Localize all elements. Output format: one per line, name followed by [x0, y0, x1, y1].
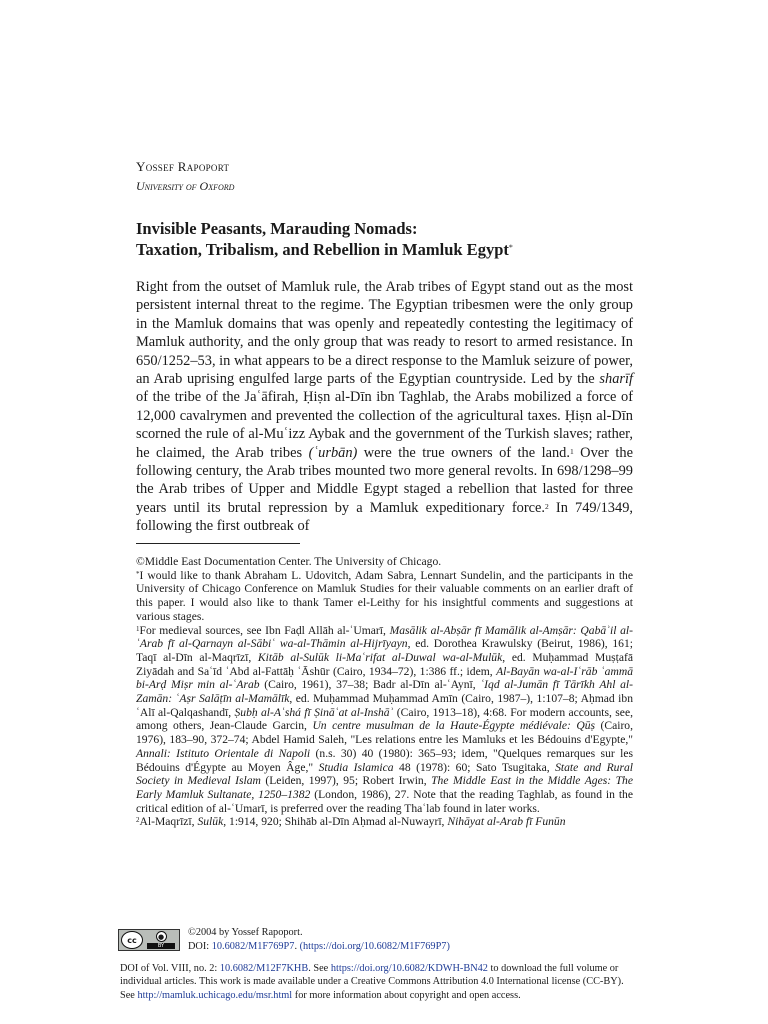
- doi-prefix: DOI:: [188, 940, 212, 952]
- text-run: were the true owners of the land.: [357, 444, 570, 461]
- text-run: , 1:914, 920; Shihāb al-Dīn Aḥmad al-Nuwayrī,: [223, 815, 448, 829]
- italic-title: Ṣubḥ al-Aʿshá fī Ṣināʿat al-Inshāʾ: [234, 705, 394, 719]
- italic-title: Annali: Istituto Orientale di Napoli: [136, 746, 311, 760]
- text-run: to download the full volume or individual articles. This work is made available under a Creative Commons Attribution 4.0 International license (CC-BY). See: [120, 963, 624, 1001]
- text-run: of the tribe of the Jaʿāfirah, Ḥiṣn al-Dīn ibn Taghlab, the Arabs mobilized a force of 12,000 cavalrymen and prevented the collection of the agricultural taxes. Ḥiṣn al-Dīn scorned the rule of al-Muʿizz Aybak and the government of the Turkish slaves; rather, he claimed, the Arab tribes: [136, 389, 633, 461]
- copyright-note: ©Middle East Documentation Center. The University of Chicago.: [136, 555, 442, 568]
- site-link[interactable]: http://mamluk.uchicago.edu/msr.html: [137, 989, 293, 1001]
- italic-title: Masālik al-Abṣār fī Mamālik al-Amṣār: Qabāʾil al-ʿArab fī al-Qarnayn al-Sābiʿ wa-al-Thāmin al-Hijrīyayn: [136, 623, 634, 651]
- title-footnote-marker: *: [508, 243, 513, 252]
- author-affiliation: University of Oxford: [136, 179, 235, 193]
- italic-title: Nihāyat al-Arab fī Funūn: [447, 815, 566, 829]
- footnotes: [136, 555, 633, 829]
- text-run: (n.s. 30) 40 (1980): 365–93; idem, "Quelques remarques sur les Bédouins d'Égypte au Moyen Âge,": [136, 746, 633, 774]
- text-run: , ed. Muḥammad Muḥammad Amīn (Cairo, 1987–), 1:107–8; Aḥmad ibn ʿAlī al-Qalqashandī,: [136, 692, 633, 719]
- creative-commons-icon: cc: [121, 931, 143, 949]
- italic-title: ʿIqd al-Jumān fī Tārīkh Ahl al-Zamān: ʿAṣr Salāṭīn al-Mamālīk: [136, 678, 633, 706]
- footnote-1: [136, 624, 633, 816]
- text-run: (Cairo, 1976), 183–90, 372–74; Abdel Hamid Saleh, "Les relations entre les Mamluks et les Bédouins d'Egypte,": [136, 719, 634, 747]
- doi-line: DOI: 10.6082/M1F769P7. (https://doi.org/10.6082/M1F769P7): [188, 940, 450, 952]
- text-run: (Leiden, 1997), 95; Robert Irwin,: [260, 774, 432, 788]
- doi-value[interactable]: 10.6082/M1F769P7: [211, 940, 295, 952]
- text-run: for more information about copyright and open access.: [292, 989, 521, 1001]
- body-text: [136, 278, 633, 536]
- text-run: Right from the outset of Mamluk rule, the Arab tribes of Egypt stand out as the most persistent internal threat to the regime. The Egyptian tribesmen were the only group in the Mamluk domains that was openly and repeatedly contesting the legitimacy of Mamluk authority, and the only group that was ready to resort to armed resistance. In 650/1252–53, in what appears to be a direct response to the Mamluk seizure of power, an Arab uprising engulfed large parts of the Egyptian countryside. Led by the: [136, 279, 633, 388]
- cc-by-license-badge[interactable]: [118, 929, 180, 951]
- footnote-acknowledgement: [136, 569, 633, 624]
- text-run: Over the following century, the Arab tribes mounted two more general revolts. In 698/1298–99 the Arab tribes of Upper and Middle Egypt staged a rebellion that lasted for three years until its brutal repression by a Mamluk expeditionary force.: [136, 444, 633, 516]
- footnote-2: [136, 815, 633, 829]
- footnote-text: I would like to thank Abraham L. Udovitch, Adam Sabra, Lennart Sundelin, and the participants in the University of Chicago Conference on Mamluk Studies for their valuable comments on an earlier draft of this paper. I would also like to thank Tamer el-Leithy for his insightful comments and suggestions at various stages.: [136, 568, 633, 623]
- italic-title: State and Rural Society in Medieval Islam: [136, 760, 633, 788]
- footnote-marker: 2: [136, 816, 140, 825]
- text-run: Al-Maqrīzī,: [139, 815, 198, 829]
- text-run: (London, 1986), 27. Note that the reading Taghlab, as found in the critical edition of al-ʿUmarī, is preferred over the reading Thaʿlab found in later works.: [136, 787, 634, 815]
- footnote-divider: [136, 543, 300, 544]
- italic-title: Al-Bayān wa-al-Iʿrāb ʿammā bi-Arḍ Miṣr min al-ʿArab: [136, 664, 633, 692]
- copyright-line: ©2004 by Yossef Rapoport.: [188, 927, 303, 938]
- title-line-2-text: Taxation, Tribalism, and Rebellion in Mamluk Egypt: [136, 240, 509, 259]
- by-label: BY: [147, 943, 175, 949]
- volume-license-info: [120, 962, 640, 1002]
- by-badge: [147, 931, 175, 949]
- vol-prefix: DOI of Vol. VIII, no. 2:: [120, 963, 220, 974]
- text-run: 48 (1978): 60; Sato Tsugitaka,: [393, 760, 556, 774]
- italic-term: sharīf: [599, 371, 633, 388]
- vol-doi[interactable]: 10.6082/M12F7KHB: [219, 963, 309, 974]
- footnote-ref-1[interactable]: 1: [569, 446, 574, 456]
- italic-title: Sulūk: [197, 815, 224, 829]
- author-name: Yossef Rapoport: [136, 159, 230, 174]
- footnote-ref-2[interactable]: 2: [545, 501, 549, 511]
- title-line-1: Invisible Peasants, Marauding Nomads:: [136, 219, 418, 238]
- vol-link[interactable]: https://doi.org/10.6082/KDWH-BN42: [330, 963, 488, 974]
- text-run: For medieval sources, see Ibn Faḍl Allāh al-ʿUmarī,: [139, 623, 390, 637]
- title-line-2: [136, 239, 636, 260]
- italic-term: (ʿurbān): [308, 444, 358, 461]
- text-run: In 749/1349, following the first outbreak of: [136, 499, 633, 535]
- text-run: . See: [308, 963, 331, 974]
- article-copyright: [188, 926, 450, 953]
- attribution-person-icon: ●: [156, 931, 167, 942]
- italic-title: Kitāb al-Sulūk li-Maʿrifat al-Duwal wa-al-Mulūk: [257, 650, 503, 664]
- text-run: (Cairo, 1913–18), 4:68. For modern accounts, see, among others, Jean-Claude Garcin,: [136, 705, 633, 733]
- doi-link[interactable]: (https://doi.org/10.6082/M1F769P7): [299, 940, 450, 952]
- footnote-marker: 1: [136, 624, 140, 633]
- italic-title: The Middle East in the Middle Ages: The Early Mamluk Sultanate, 1250–1382: [136, 774, 633, 801]
- paragraph: [136, 278, 633, 536]
- italic-title: Un centre musulman de la Haute-Égypte médiévale: Qūṣ: [312, 719, 596, 733]
- text-run: , ed. Dorothea Krawulsky (Beirut, 1986), 161; Taqī al-Dīn al-Maqrīzī,: [136, 637, 633, 664]
- text-run: , ed. Muḥammad Muṣṭafā Ziyādah and Saʿīd ʿAbd al-Fattāḥ ʿĀshūr (Cairo, 1934–72), 1:386 ff.; idem,: [136, 650, 634, 678]
- license-paragraph: [120, 962, 640, 1002]
- footnote-marker: *: [136, 569, 140, 578]
- italic-title: Studia Islamica: [318, 760, 394, 774]
- text-run: (Cairo, 1961), 37–38; Badr al-Dīn al-ʿAynī,: [259, 678, 481, 692]
- article-title: [136, 218, 636, 260]
